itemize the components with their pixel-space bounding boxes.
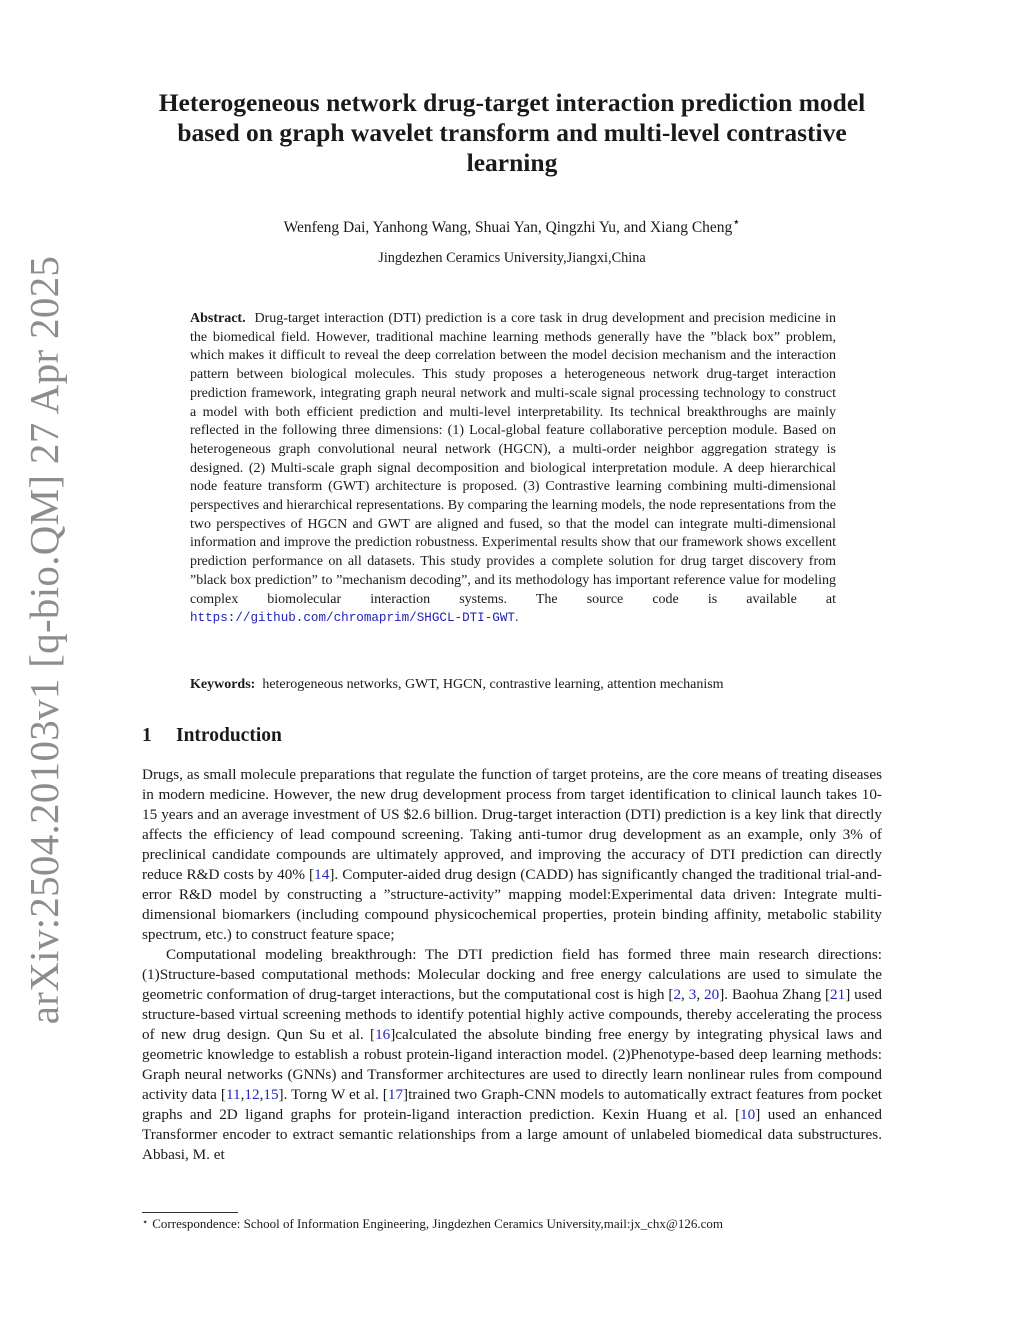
keywords <box>190 677 850 693</box>
paper-title: Heterogeneous network drug-target interaction prediction model based on graph wavelet transform and multi-level contrastive learning <box>158 88 866 177</box>
paragraph-text: ]. Baohua Zhang [ <box>719 986 831 1003</box>
citation-separator: , <box>696 986 705 1003</box>
section-heading-introduction <box>142 725 282 747</box>
citation-separator: , <box>240 1086 245 1103</box>
citation-link[interactable]: 10 <box>740 1106 756 1123</box>
corresponding-author-mark: ⋆ <box>732 214 741 229</box>
footnote-text: Correspondence: School of Information Engineering, Jingdezhen Ceramics University,mail:jx_chx@126.com <box>152 1216 723 1231</box>
arxiv-identifier: arXiv:2504.20103v1 [q-bio.QM] 27 Apr 2025 <box>21 255 67 1025</box>
source-code-link[interactable]: https://github.com/chromaprim/SHGCL-DTI-GWT <box>190 611 515 626</box>
paragraph-text: ]. Torng W et al. [ <box>278 1086 388 1103</box>
paragraph-text: Computational modeling breakthrough: The DTI prediction field has formed three main research directions: (1)Structure-based computational methods: Molecular docking and free energy calculations are used to simulate the geometric conformation of drug-target interactions, but the computational cost is high [ <box>142 946 882 1003</box>
keywords-label: Keywords: <box>190 677 256 692</box>
paragraph-text: ]. Computer-aided drug design (CADD) has significantly changed the traditional trial-and-error R&D model by constructing a ”structure-activity” mapping model:Experimental data driven: Integrate multi-dimensional biomarkers (including compound physicochemical properties, protein binding affinity, metabolic stability spectrum, etc.) to construct feature space; <box>142 866 882 943</box>
paragraph-2 <box>142 945 882 1165</box>
abstract-label: Abstract. <box>190 311 246 326</box>
paragraph-1 <box>142 765 882 945</box>
abstract-text: Drug-target interaction (DTI) prediction is a core task in drug development and precision medicine in the biomedical field. However, traditional machine learning methods generally have the ”black box” problem, which makes it difficult to reveal the deep correlation between the model decision mechanism and the interaction pattern between biological molecules. This study proposes a heterogeneous network drug-target interaction prediction framework, integrating graph neural network and multi-scale signal processing technology to construct a model with both efficient prediction and multi-level interpretability. Its technical breakthroughs are mainly reflected in the following three dimensions: (1) Local-global feature collaborative perception module. Based on heterogeneous graph convolutional neural network (HGCN), a multi-order neighbor aggregation strategy is designed. (2) Multi-scale graph signal decomposition and biological interpretation module. A deep hierarchical node feature transform (GWT) architecture is proposed. (3) Contrastive learning combining multi-dimensional perspectives and hierarchical representations. By comparing the learning models, the node representations from the two perspectives of HGCN and GWT are aligned and fused, so that the model can integrate multi-dimensional information and improve the prediction robustness. Experimental results show that our framework shows excellent prediction performance on all datasets. This study provides a complete solution for drug target discovery from ”black box prediction” to ”mechanism decoding”, and its methodology has important reference value for modeling complex biomolecular interaction systems. The source code is available at <box>190 311 837 607</box>
footnote-rule <box>142 1212 238 1213</box>
citation-link[interactable]: 17 <box>387 1086 404 1103</box>
citation-link[interactable]: 12 <box>244 1086 260 1103</box>
paragraph-text: ]calculated the absolute binding free energy by integrating physical laws and geometric knowledge to establish a robust protein-ligand interaction model. (2)Phenotype-based deep learning methods: Graph neural networks (GNNs) and Transformer architectures are used to directly learn nonlinear rules from compound activity data [ <box>142 1026 882 1103</box>
paragraph-text: Drugs, as small molecule preparations that regulate the function of target proteins, are the core means of treating diseases in modern medicine. However, the new drug development process from target identification to clinical launch takes 10-15 years and an average investment of US $2.6 billion. Drug-target interaction (DTI) prediction is a key link that directly affects the efficiency of lead compound screening. Taking anti-tumor drug development as an example, only 3% of preclinical candidate compounds are ultimately approved, and improving the accuracy of DTI prediction can directly reduce R&D costs by 40% [ <box>142 766 882 883</box>
citation-link[interactable]: 11 <box>225 1086 241 1103</box>
abstract-end: . <box>514 610 519 626</box>
citation-link[interactable]: 16 <box>375 1026 391 1043</box>
section-title: Introduction <box>176 725 282 746</box>
citation-separator: , <box>259 1086 264 1103</box>
citation-link[interactable]: 3 <box>688 986 697 1003</box>
paragraph-text: ] used structure-based virtual screening methods to identify potential highly active compounds, thereby accelerating the process of new drug design. Qun Su et al. [ <box>142 986 883 1043</box>
footnote <box>142 1216 902 1232</box>
citation-link[interactable]: 15 <box>263 1086 279 1103</box>
paragraph-text: ]trained two Graph-CNN models to automatically extract features from pocket graphs and 2D ligand graphs for protein-ligand interaction prediction. Kexin Huang et al. [ <box>142 1086 883 1123</box>
citation-link[interactable]: 2 <box>673 986 682 1003</box>
section-number: 1 <box>142 725 152 746</box>
citation-link[interactable]: 20 <box>704 986 720 1003</box>
citation-link[interactable]: 14 <box>314 866 330 883</box>
citation-link[interactable]: 21 <box>830 986 846 1003</box>
affiliation: Jingdezhen Ceramics University,Jiangxi,China <box>378 250 646 266</box>
abstract <box>190 310 836 628</box>
authors-text: Wenfeng Dai, Yanhong Wang, Shuai Yan, Qingzhi Yu, and Xiang Cheng <box>283 219 733 237</box>
author-list <box>150 214 874 237</box>
keywords-text: heterogeneous networks, GWT, HGCN, contrastive learning, attention mechanism <box>262 677 724 692</box>
citation-separator: , <box>681 986 689 1003</box>
paragraph-text: ] used an enhanced Transformer encoder to extract semantic relationships from a large amount of unlabeled biomedical data substructures. Abbasi, M. et <box>142 1106 882 1163</box>
introduction-body <box>142 765 882 1165</box>
footnote-mark: ⋆ <box>142 1217 149 1228</box>
